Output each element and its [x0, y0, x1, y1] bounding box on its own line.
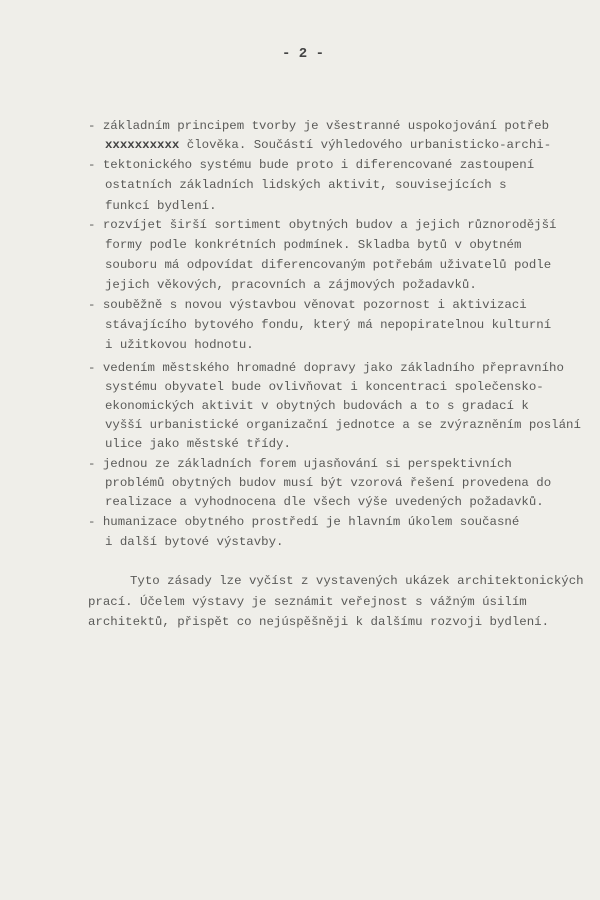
text-line: - vedením městského hromadné dopravy jako základního přepravního	[88, 361, 564, 375]
text-line-content: člověka. Součástí výhledového urbanisticko-archi-	[186, 138, 552, 152]
text-line: - jednou ze základních forem ujasňování si perspektivních	[88, 457, 512, 471]
text-line: i další bytové výstavby.	[105, 535, 284, 549]
page-number: - 2 -	[282, 46, 325, 62]
text-line: funkcí bydlení.	[105, 199, 217, 213]
text-line: ulice jako městské třídy.	[105, 437, 291, 451]
text-line: formy podle konkrétních podmínek. Skladba bytů v obytném	[105, 238, 522, 252]
text-line: vyšší urbanistické organizační jednotce a se zvýrazněním poslání	[105, 418, 581, 432]
text-line: - základním principem tvorby je všestranné uspokojování potřeb	[88, 119, 550, 133]
text-line: stávajícího bytového fondu, který má nepopiratelnou kulturní	[105, 318, 552, 332]
text-line: systému obyvatel bude ovlivňovat i koncentraci společensko-	[105, 380, 544, 394]
paragraph-line: prací. Účelem výstavy je seznámit veřejnost s vážným úsilím	[88, 595, 527, 609]
struck-out-word: xxxxxxxxxx	[105, 138, 180, 152]
text-line: jejich věkových, pracovních a zájmových požadavků.	[105, 278, 477, 292]
paragraph-line: Tyto zásady lze vyčíst z vystavených ukázek architektonických	[130, 574, 584, 588]
text-line	[105, 137, 551, 153]
text-line: - souběžně s novou výstavbou věnovat pozornost i aktivizaci	[88, 298, 527, 312]
text-line: - tektonického systému bude proto i diferencované zastoupení	[88, 158, 535, 172]
text-line: realizace a vyhodnocena dle všech výše uvedených požadavků.	[105, 495, 544, 509]
paragraph-line: architektů, přispět co nejúspěšněji k dalšímu rozvoji bydlení.	[88, 615, 550, 629]
text-line: ekonomických aktivit v obytných budovách a to s gradací k	[105, 399, 529, 413]
text-line: i užitkovou hodnotu.	[105, 338, 254, 352]
text-line: ostatních základních lidských aktivit, souvisejících s	[105, 178, 507, 192]
text-line: - rozvíjet širší sortiment obytných budov a jejich různorodější	[88, 218, 557, 232]
text-line: souboru má odpovídat diferencovaným potřebám uživatelů podle	[105, 258, 552, 272]
text-line: problémů obytných budov musí být vzorová řešení provedena do	[105, 476, 552, 490]
text-line: - humanizace obytného prostředí je hlavním úkolem současné	[88, 515, 520, 529]
